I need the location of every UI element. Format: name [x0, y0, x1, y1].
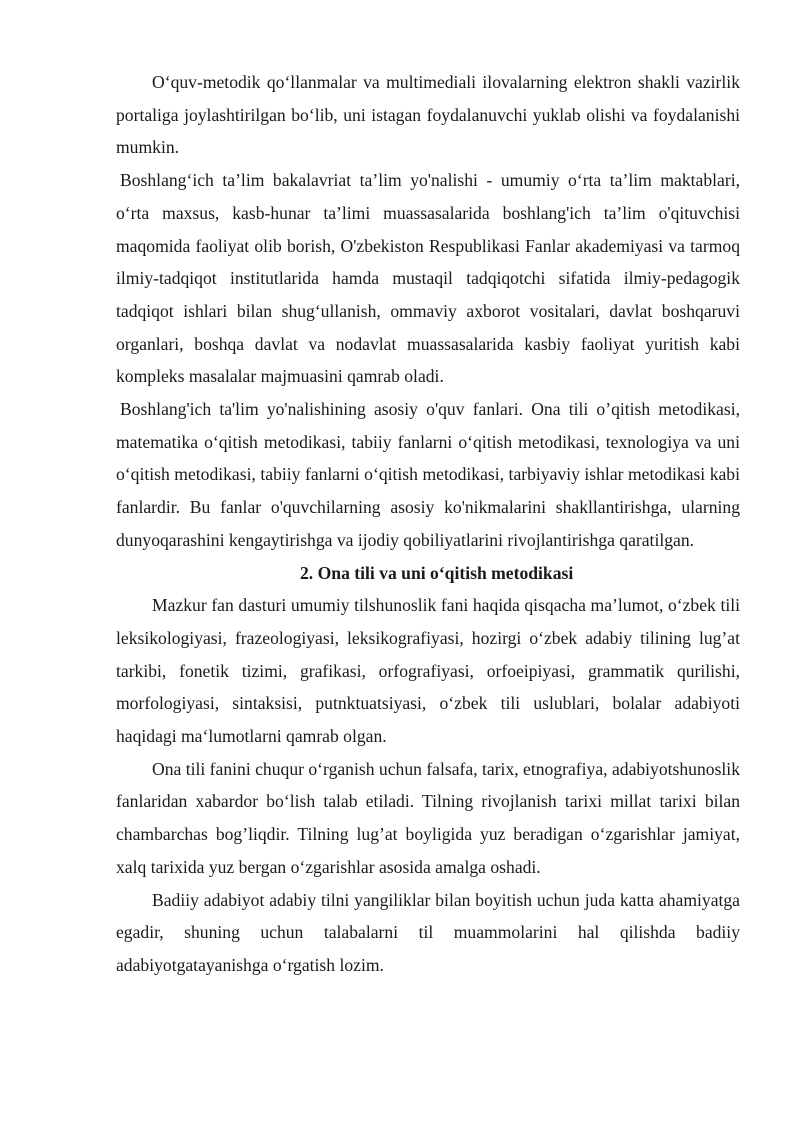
- paragraph-program-scope: Mazkur fan dasturi umumiy tilshunoslik fani haqida qisqacha ma’lumot, o‘zbek tili leksikologiyasi, frazeologiyasi, leksikografiyasi, hozirgi o‘zbek adabiy tilining lug’at tarkibi, fonetik tizimi, grafikasi, orfografiyasi, orfoeipiyasi, grammatik qurilishi, morfologiyasi, sintaksisi, putnktuatsiyasi, o‘zbek tili uslublari, bolalar adabiyoti haqidagi ma‘lumotlarni qamrab olgan.: [116, 595, 740, 747]
- section-heading: 2. Ona tili va uni o‘qitish metodikasi: [300, 562, 574, 583]
- paragraph-deep-study: Ona tili fanini chuqur o‘rganish uchun falsafa, tarix, etnografiya, adabiyotshunoslik fanlaridan xabardor bo‘lish talab etiladi. Tilning rivojlanish tarixi millat tarixi bilan chambarchas bog’liqdir. Tilning lug’at boyligida yuz beradigan o‘zgarishlar jamiyat, xalq tarixida yuz bergan o‘zgarishlar asosida amalga oshadi.: [116, 758, 740, 877]
- paragraph-portal-resources: O‘quv-metodik qo‘llanmalar va multimediali ilovalarning elektron shakli vazirlik portaliga joylashtirilgan bo‘lib, uni istagan foydalanuvchi yuklab olishi va foydalanishi mumkin.: [116, 72, 740, 158]
- paragraph-fiction-importance: Badiiy adabiyot adabiy tilni yangiliklar bilan boyitish uchun juda katta ahamiyatga egadir, shuning uchun talabalarni til muammolarini hal qilishda badiiy adabiyotgatayanishga o‘rgatish lozim.: [116, 889, 740, 975]
- paragraph-bachelor-direction: Boshlang‘ich ta’lim bakalavriat ta’lim yo'nalishi - umumiy o‘rta ta’lim maktablari, o‘rta maxsus, kasb-hunar ta’limi muassasalarida boshlang'ich ta’lim o'qituvchisi maqomida faoliyat olib borish, O'zbekiston Respublikasi Fanlar akademiyasi va tarmoq ilmiy-tadqiqot institutlarida hamda mustaqil tadqiqotchi sifatida ilmiy-pedagogik tadqiqot ishlari bilan shug‘ullanish, ommaviy axborot vositalari, davlat boshqaruvi organlari, boshqa davlat va nodavlat muassasalarida kasbiy faoliyat yuritish kabi kompleks masalalar majmuasini qamrab oladi.: [116, 170, 740, 387]
- paragraph-main-subjects: Boshlang'ich ta'lim yo'nalishining asosiy o'quv fanlari. Ona tili o’qitish metodikasi, matematika o‘qitish metodikasi, tabiiy fanlarni o‘qitish metodikasi, texnologiya va uni o‘qitish metodikasi, tabiiy fanlarni o‘qitish metodikasi, tarbiyaviy ishlar metodikasi kabi fanlardir. Bu fanlar o'quvchilarning asosiy ko'nikmalarini shakllantirishga, ularning dunyoqarashini kengaytirishga va ijodiy qobiliyatlarini rivojlantirishga qaratilgan.: [116, 399, 740, 550]
- document-body: [116, 66, 740, 982]
